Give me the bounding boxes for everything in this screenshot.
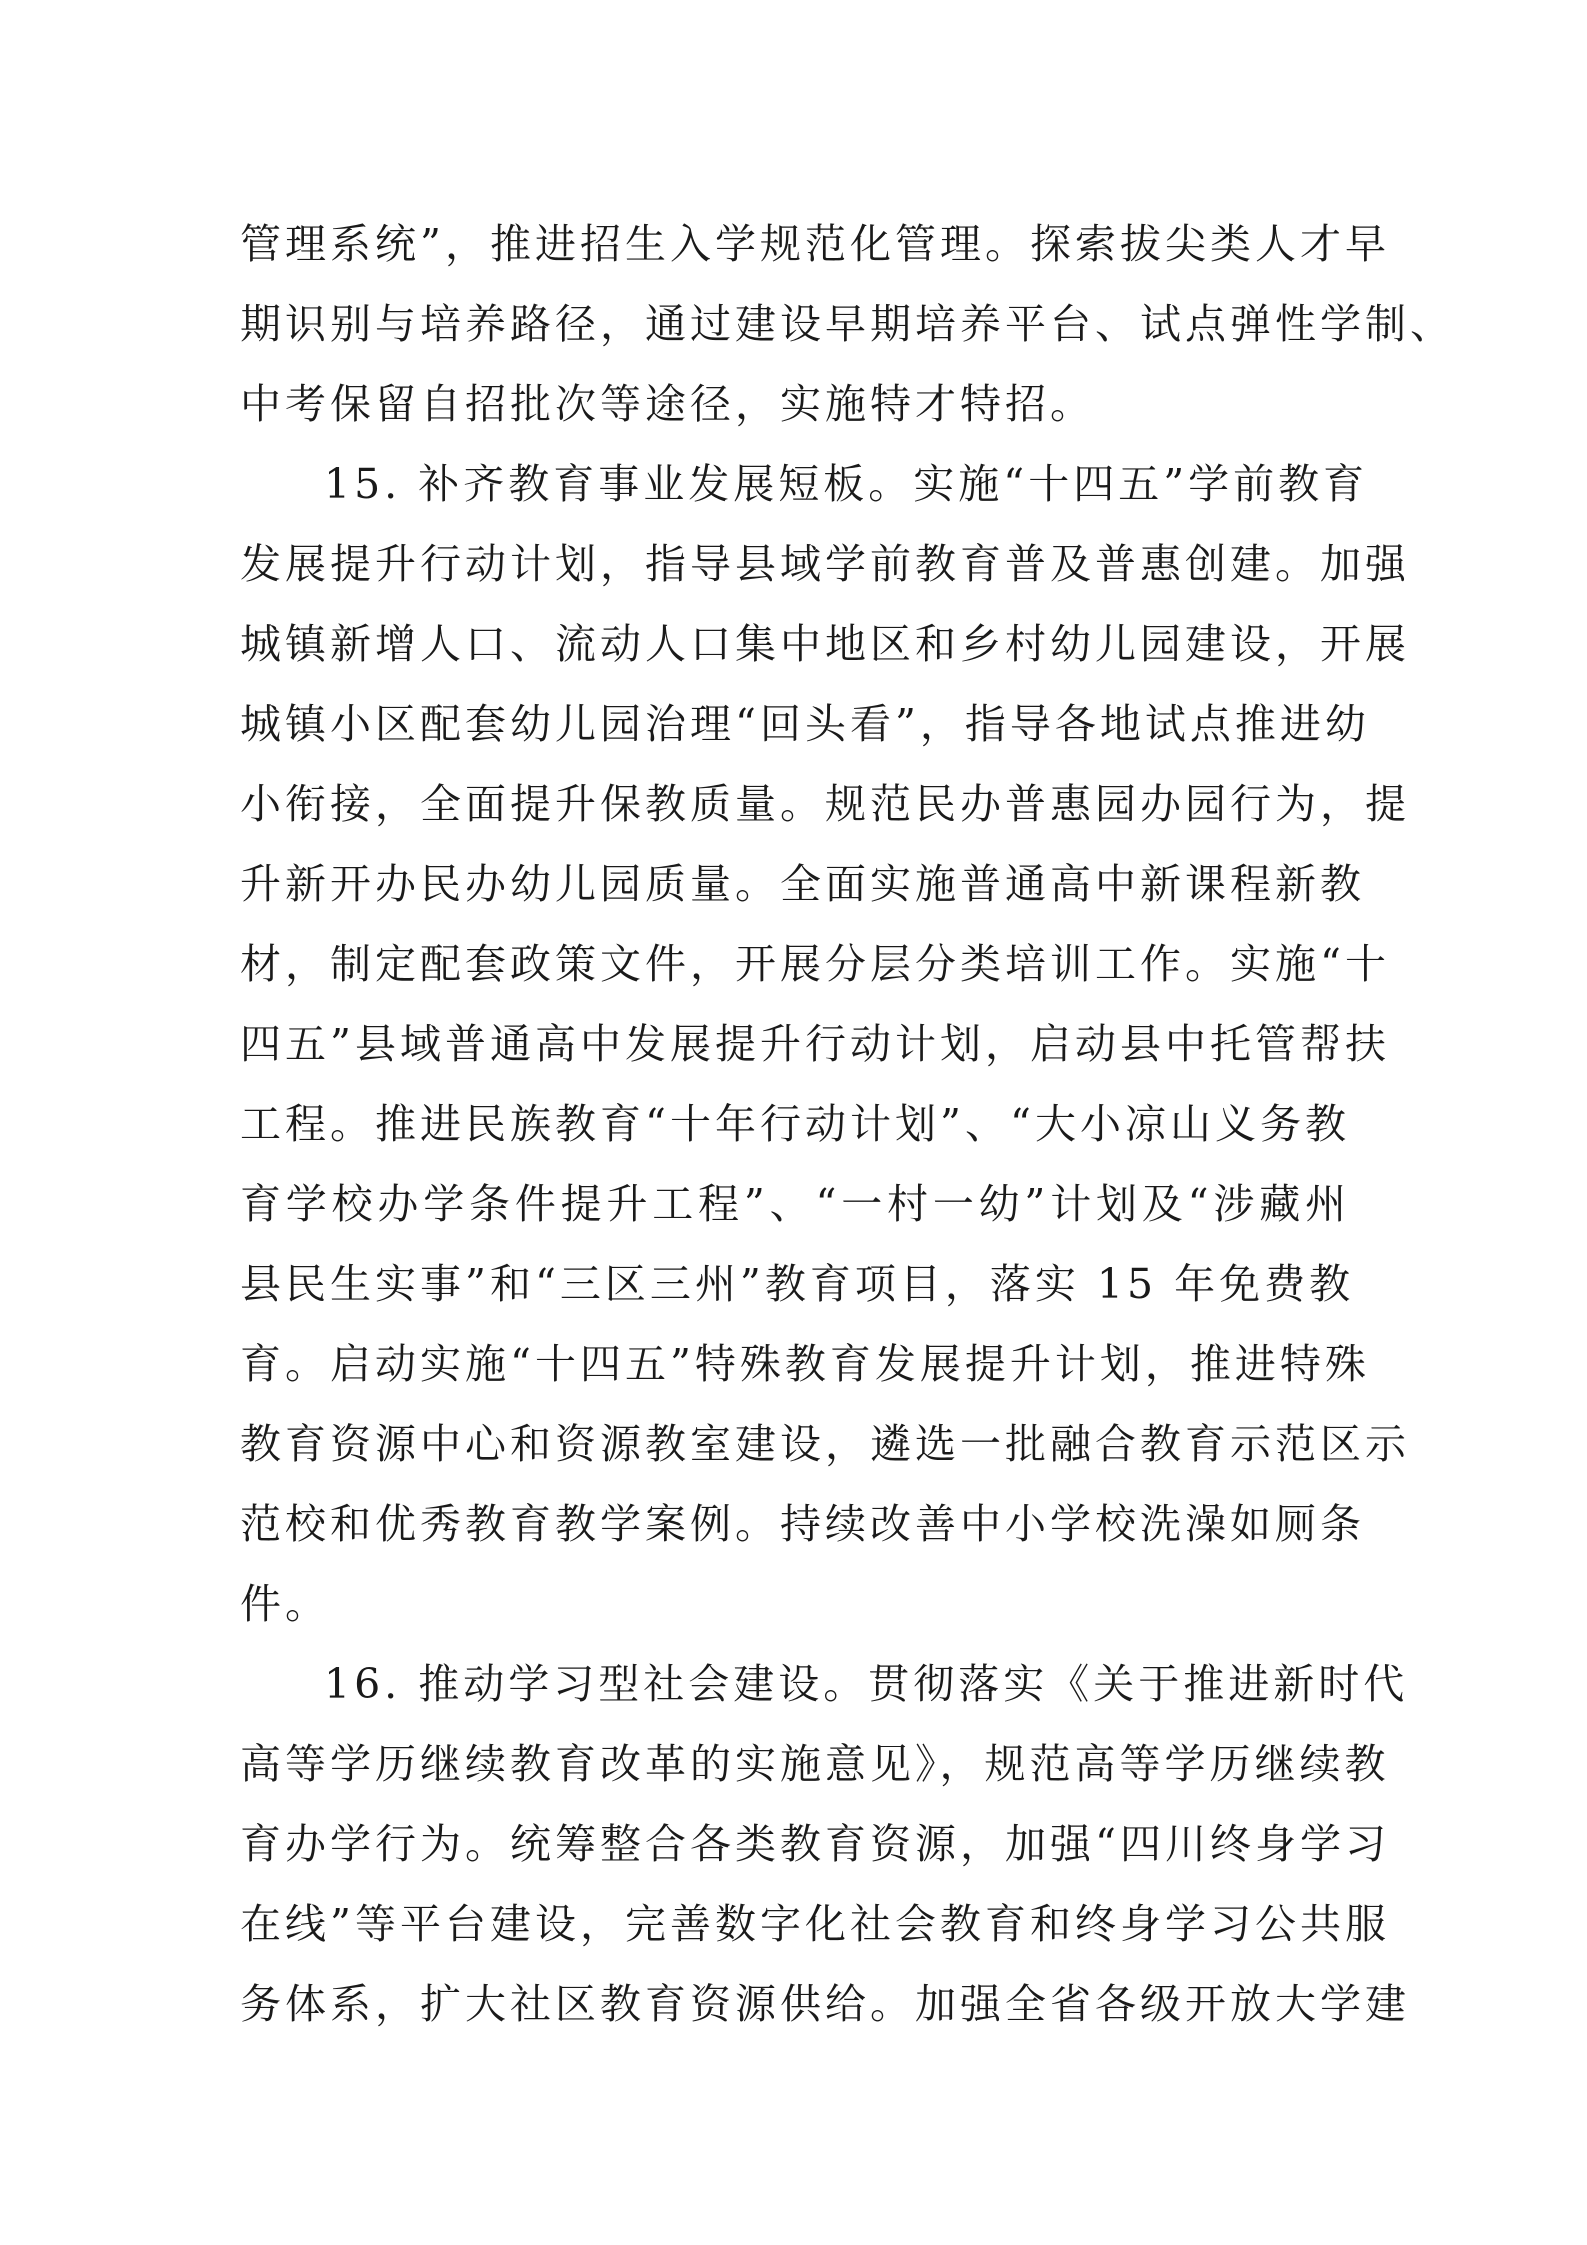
text-line: 务体系，扩大社区教育资源供给。加强全省各级开放大学建 <box>240 1980 1410 2028</box>
text-line: 育学校办学条件提升工程”、“一村一幼”计划及“涉藏州 <box>240 1180 1350 1228</box>
text-line: 期识别与培养路径，通过建设早期培养平台、试点弹性学制、 <box>240 300 1455 348</box>
text-line: 城镇小区配套幼儿园治理“回头看”，指导各地试点推进幼 <box>240 700 1370 748</box>
text-line: 工程。推进民族教育“十年行动计划”、“大小凉山义务教 <box>240 1100 1350 1148</box>
text-line: 管理系统”，推进招生入学规范化管理。探索拔尖类人才早 <box>240 220 1390 268</box>
text-line: 16. 推动学习型社会建设。贯彻落实《关于推进新时代 <box>324 1660 1409 1708</box>
text-line: 发展提升行动计划，指导县域学前教育普及普惠创建。加强 <box>240 540 1410 588</box>
text-line: 四五”县域普通高中发展提升行动计划，启动县中托管帮扶 <box>240 1020 1390 1068</box>
text-line: 城镇新增人口、流动人口集中地区和乡村幼儿园建设，开展 <box>240 620 1410 668</box>
body-text <box>240 204 1455 2044</box>
text-line: 件。 <box>240 1580 330 1628</box>
text-line: 育办学行为。统筹整合各类教育资源，加强“四川终身学习 <box>240 1820 1390 1868</box>
text-line: 在线”等平台建设，完善数字化社会教育和终身学习公共服 <box>240 1900 1390 1948</box>
text-line: 升新开办民办幼儿园质量。全面实施普通高中新课程新教 <box>240 860 1365 908</box>
text-line: 小衔接，全面提升保教质量。规范民办普惠园办园行为，提 <box>240 780 1410 828</box>
text-line: 高等学历继续教育改革的实施意见》，规范高等学历继续教 <box>240 1740 1390 1788</box>
text-line: 县民生实事”和“三区三州”教育项目，落实 15 年免费教 <box>240 1260 1355 1308</box>
text-line: 材，制定配套政策文件，开展分层分类培训工作。实施“十 <box>240 940 1390 988</box>
text-line: 育。启动实施“十四五”特殊教育发展提升计划，推进特殊 <box>240 1340 1370 1388</box>
text-line: 教育资源中心和资源教室建设，遴选一批融合教育示范区示 <box>240 1420 1410 1468</box>
text-line: 范校和优秀教育教学案例。持续改善中小学校洗澡如厕条 <box>240 1500 1365 1548</box>
text-line: 15. 补齐教育事业发展短板。实施“十四五”学前教育 <box>324 460 1369 508</box>
text-line: 中考保留自招批次等途径，实施特才特招。 <box>240 380 1095 428</box>
